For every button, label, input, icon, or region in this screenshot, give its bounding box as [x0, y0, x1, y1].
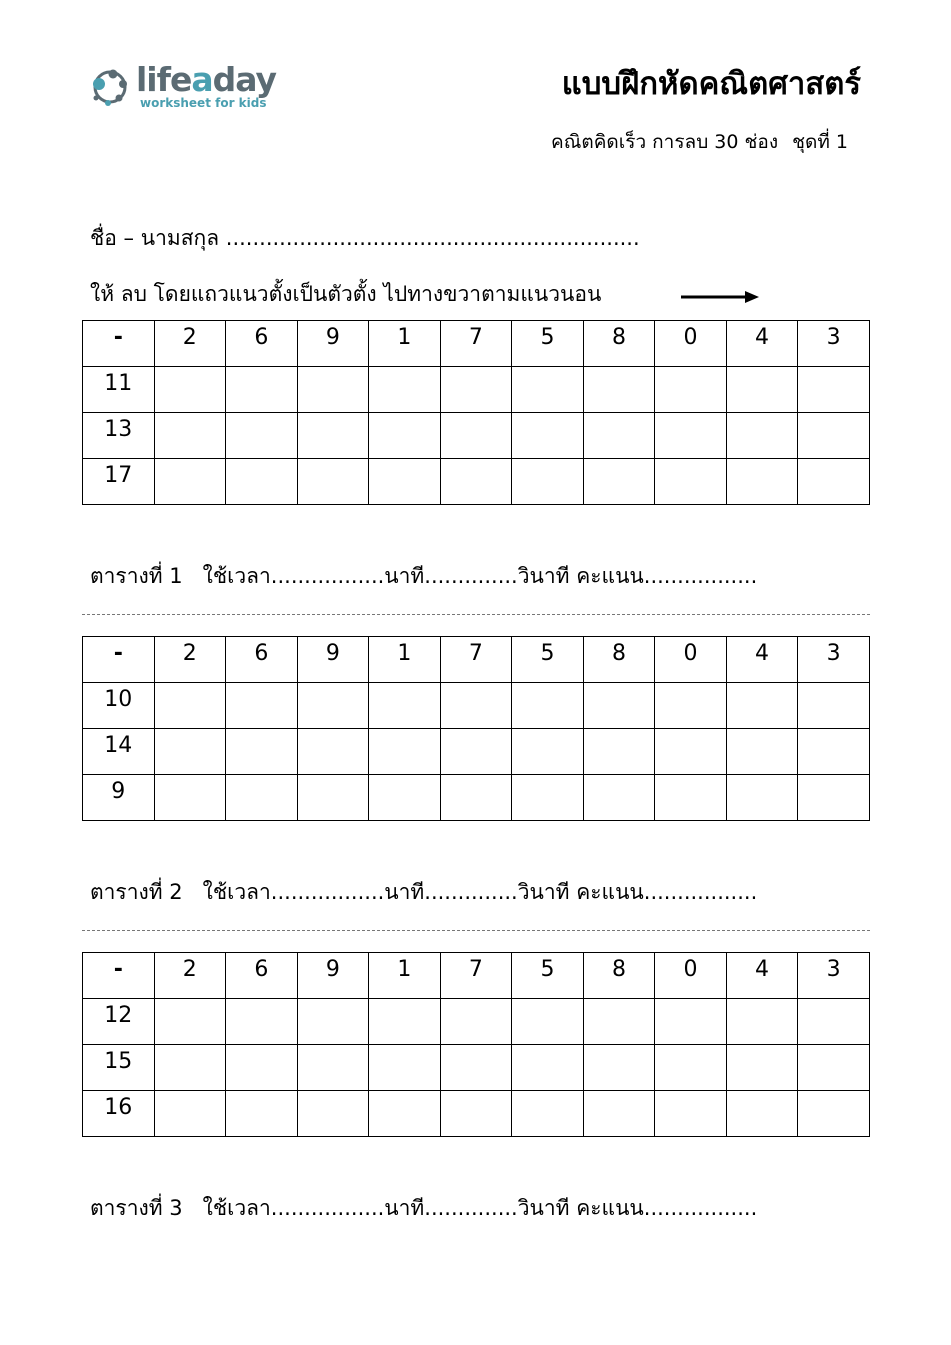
answer-cell[interactable] [512, 775, 584, 821]
answer-cell[interactable] [583, 775, 655, 821]
answer-cell[interactable] [655, 775, 727, 821]
table-row [83, 999, 870, 1045]
answer-cell[interactable] [655, 999, 727, 1045]
subtitle-topic: คณิตคิดเร็ว การลบ 30 ช่อง [551, 131, 779, 153]
answer-cell[interactable] [583, 1091, 655, 1137]
operator-cell: - [83, 321, 155, 367]
column-header-cell: 9 [297, 321, 369, 367]
table-label: ตารางที่ 1 [90, 564, 183, 588]
brand-logo [86, 60, 276, 116]
column-header-cell: 2 [154, 953, 226, 999]
answer-cell[interactable] [297, 1091, 369, 1137]
answer-cell[interactable] [512, 999, 584, 1045]
answer-cell[interactable] [369, 999, 441, 1045]
column-header-cell: 6 [226, 953, 298, 999]
logo-wordmark: lifeaday [136, 60, 277, 99]
cut-line-divider [82, 930, 870, 931]
column-header-cell: 0 [655, 953, 727, 999]
row-header-cell: 17 [83, 459, 155, 505]
row-header-cell: 13 [83, 413, 155, 459]
row-header-cell: 14 [83, 729, 155, 775]
column-header-cell: 0 [655, 321, 727, 367]
answer-cell[interactable] [512, 729, 584, 775]
subtraction-table-3 [82, 952, 870, 1137]
answer-cell[interactable] [798, 413, 870, 459]
answer-cell[interactable] [226, 775, 298, 821]
table-row [83, 1045, 870, 1091]
answer-cell[interactable] [369, 1045, 441, 1091]
answer-cell[interactable] [440, 413, 512, 459]
row-header-cell: 11 [83, 367, 155, 413]
answer-cell[interactable] [726, 413, 798, 459]
subtitle-set: ชุดที่ 1 [792, 131, 848, 153]
column-header-cell: 1 [369, 637, 441, 683]
column-header-cell: 8 [583, 637, 655, 683]
answer-cell[interactable] [726, 775, 798, 821]
column-header-cell: 6 [226, 637, 298, 683]
answer-cell[interactable] [226, 683, 298, 729]
molecule-logo-icon [86, 62, 136, 112]
answer-cell[interactable] [154, 1091, 226, 1137]
instruction-text: ให้ ลบ โดยแถวแนวตั้งเป็นตัวตั้ง ไปทางขวาตามแนวนอน [90, 282, 602, 306]
column-header-cell: 9 [297, 637, 369, 683]
logo-tagline: worksheet for kids [140, 96, 267, 110]
table-row [83, 683, 870, 729]
column-header-cell: 6 [226, 321, 298, 367]
answer-cell[interactable] [726, 999, 798, 1045]
answer-cell[interactable] [512, 459, 584, 505]
column-header-cell: 4 [726, 321, 798, 367]
table-row [83, 413, 870, 459]
answer-cell[interactable] [226, 367, 298, 413]
table-row [83, 729, 870, 775]
operator-cell: - [83, 953, 155, 999]
column-header-cell: 7 [440, 321, 512, 367]
subtraction-table-1 [82, 320, 870, 505]
cut-line-divider [82, 614, 870, 615]
subtraction-table-2 [82, 636, 870, 821]
answer-cell[interactable] [798, 1045, 870, 1091]
row-header-cell: 10 [83, 683, 155, 729]
answer-cell[interactable] [297, 413, 369, 459]
answer-cell[interactable] [655, 413, 727, 459]
column-header-cell: 0 [655, 637, 727, 683]
worksheet-subtitle [551, 127, 848, 157]
answer-cell[interactable] [798, 775, 870, 821]
answer-cell[interactable] [226, 413, 298, 459]
answer-cell[interactable] [297, 999, 369, 1045]
answer-cell[interactable] [798, 1091, 870, 1137]
answer-cell[interactable] [726, 459, 798, 505]
answer-cell[interactable] [512, 1045, 584, 1091]
answer-cell[interactable] [655, 1045, 727, 1091]
answer-cell[interactable] [440, 729, 512, 775]
answer-cell[interactable] [369, 683, 441, 729]
answer-cell[interactable] [583, 729, 655, 775]
table-1-result-line [90, 560, 757, 593]
table-row [83, 367, 870, 413]
operator-cell: - [83, 637, 155, 683]
table-row [83, 1091, 870, 1137]
answer-cell[interactable] [297, 1045, 369, 1091]
answer-cell[interactable] [440, 775, 512, 821]
answer-cell[interactable] [512, 413, 584, 459]
column-header-cell: 3 [798, 953, 870, 999]
answer-cell[interactable] [798, 729, 870, 775]
answer-cell[interactable] [583, 367, 655, 413]
row-header-cell: 9 [83, 775, 155, 821]
answer-cell[interactable] [655, 367, 727, 413]
answer-cell[interactable] [798, 683, 870, 729]
answer-cell[interactable] [655, 729, 727, 775]
table-2-result-line [90, 876, 757, 909]
header-row [83, 953, 870, 999]
score-field[interactable]: คะแนน................. [576, 1196, 758, 1220]
time-field[interactable]: ใช้เวลา.................นาที..............วินาที [202, 1196, 570, 1220]
score-field[interactable]: คะแนน................. [576, 880, 758, 904]
answer-cell[interactable] [297, 775, 369, 821]
answer-cell[interactable] [369, 729, 441, 775]
answer-cell[interactable] [798, 367, 870, 413]
answer-cell[interactable] [583, 1045, 655, 1091]
answer-cell[interactable] [226, 459, 298, 505]
table-row [83, 459, 870, 505]
column-header-cell: 7 [440, 953, 512, 999]
answer-cell[interactable] [154, 1045, 226, 1091]
answer-cell[interactable] [154, 729, 226, 775]
answer-cell[interactable] [726, 367, 798, 413]
answer-cell[interactable] [297, 367, 369, 413]
column-header-cell: 5 [512, 953, 584, 999]
answer-cell[interactable] [226, 1045, 298, 1091]
column-header-cell: 1 [369, 953, 441, 999]
column-header-cell: 4 [726, 637, 798, 683]
answer-cell[interactable] [154, 775, 226, 821]
answer-cell[interactable] [440, 367, 512, 413]
time-field[interactable]: ใช้เวลา.................นาที..............วินาที [202, 880, 570, 904]
answer-cell[interactable] [226, 1091, 298, 1137]
table-row [83, 775, 870, 821]
answer-cell[interactable] [440, 1091, 512, 1137]
header-row [83, 321, 870, 367]
score-field[interactable]: คะแนน................. [576, 564, 758, 588]
row-header-cell: 12 [83, 999, 155, 1045]
column-header-cell: 7 [440, 637, 512, 683]
answer-cell[interactable] [369, 367, 441, 413]
answer-cell[interactable] [154, 459, 226, 505]
answer-cell[interactable] [369, 775, 441, 821]
column-header-cell: 8 [583, 321, 655, 367]
answer-cell[interactable] [798, 999, 870, 1045]
answer-cell[interactable] [726, 729, 798, 775]
table-label: ตารางที่ 3 [90, 1196, 183, 1220]
answer-cell[interactable] [297, 459, 369, 505]
worksheet-title: แบบฝึกหัดคณิตศาสตร์ [561, 66, 861, 102]
answer-cell[interactable] [369, 459, 441, 505]
header-row [83, 637, 870, 683]
answer-cell[interactable] [655, 683, 727, 729]
answer-cell[interactable] [440, 683, 512, 729]
answer-cell[interactable] [154, 413, 226, 459]
column-header-cell: 4 [726, 953, 798, 999]
answer-cell[interactable] [369, 1091, 441, 1137]
answer-cell[interactable] [154, 683, 226, 729]
column-header-cell: 1 [369, 321, 441, 367]
answer-cell[interactable] [583, 999, 655, 1045]
column-header-cell: 5 [512, 321, 584, 367]
answer-cell[interactable] [798, 459, 870, 505]
answer-cell[interactable] [726, 1091, 798, 1137]
table-label: ตารางที่ 2 [90, 880, 183, 904]
column-header-cell: 2 [154, 321, 226, 367]
answer-cell[interactable] [583, 459, 655, 505]
answer-cell[interactable] [583, 413, 655, 459]
answer-cell[interactable] [440, 999, 512, 1045]
column-header-cell: 9 [297, 953, 369, 999]
answer-cell[interactable] [655, 459, 727, 505]
column-header-cell: 8 [583, 953, 655, 999]
row-header-cell: 15 [83, 1045, 155, 1091]
answer-cell[interactable] [512, 367, 584, 413]
answer-cell[interactable] [226, 999, 298, 1045]
column-header-cell: 3 [798, 321, 870, 367]
answer-cell[interactable] [726, 683, 798, 729]
answer-cell[interactable] [440, 1045, 512, 1091]
answer-cell[interactable] [655, 1091, 727, 1137]
column-header-cell: 5 [512, 637, 584, 683]
answer-cell[interactable] [154, 367, 226, 413]
answer-cell[interactable] [440, 459, 512, 505]
answer-cell[interactable] [226, 729, 298, 775]
answer-cell[interactable] [297, 683, 369, 729]
time-field[interactable]: ใช้เวลา.................นาที..............วินาที [202, 564, 570, 588]
answer-cell[interactable] [726, 1045, 798, 1091]
answer-cell[interactable] [297, 729, 369, 775]
answer-cell[interactable] [583, 683, 655, 729]
answer-cell[interactable] [154, 999, 226, 1045]
column-header-cell: 3 [798, 637, 870, 683]
student-name-field[interactable]: ชื่อ – นามสกุล .............................................................. [90, 226, 640, 250]
answer-cell[interactable] [369, 413, 441, 459]
row-header-cell: 16 [83, 1091, 155, 1137]
arrow-right-icon [681, 288, 761, 304]
answer-cell[interactable] [512, 1091, 584, 1137]
answer-cell[interactable] [512, 683, 584, 729]
table-3-result-line [90, 1192, 757, 1225]
column-header-cell: 2 [154, 637, 226, 683]
